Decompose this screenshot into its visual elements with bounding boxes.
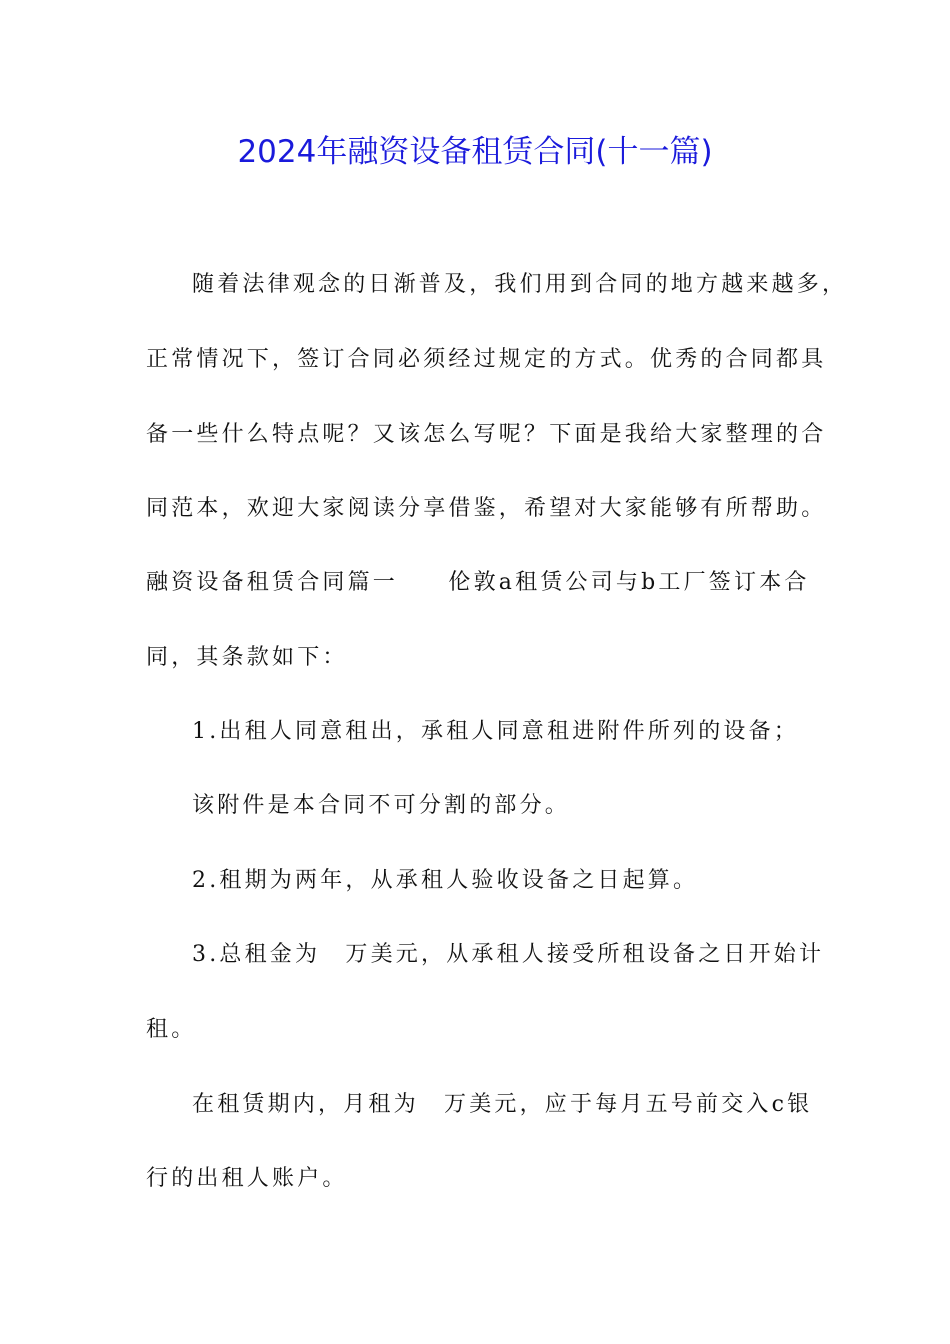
paragraph-line: 在租赁期内，月租为 万美元，应于每月五号前交入c银 xyxy=(192,1092,813,1117)
paragraph-line: 该附件是本合同不可分割的部分。 xyxy=(192,793,571,818)
paragraph-line: 租。 xyxy=(146,1017,197,1042)
paragraph-line: 融资设备租赁合同篇一 伦敦a租赁公司与b工厂签订本合 xyxy=(146,570,810,595)
paragraph-line: 行的出租人账户。 xyxy=(146,1166,348,1191)
paragraph-line: 同，其条款如下： xyxy=(146,645,348,670)
paragraph-line: 2.租期为两年，从承租人验收设备之日起算。 xyxy=(192,868,699,893)
document-title: 2024年融资设备租赁合同(十一篇) xyxy=(237,134,713,170)
paragraph-line: 3.总租金为 万美元，从承租人接受所租设备之日开始计 xyxy=(192,942,825,967)
paragraph-line: 随着法律观念的日渐普及，我们用到合同的地方越来越多， xyxy=(192,272,848,297)
paragraph-line: 同范本，欢迎大家阅读分享借鉴，希望对大家能够有所帮助。 xyxy=(146,496,827,521)
paragraph-line: 正常情况下，签订合同必须经过规定的方式。优秀的合同都具 xyxy=(146,347,827,372)
paragraph-line: 备一些什么特点呢？又该怎么写呢？下面是我给大家整理的合 xyxy=(146,422,827,447)
paragraph-line: 1.出租人同意租出，承租人同意租进附件所列的设备； xyxy=(192,719,799,744)
